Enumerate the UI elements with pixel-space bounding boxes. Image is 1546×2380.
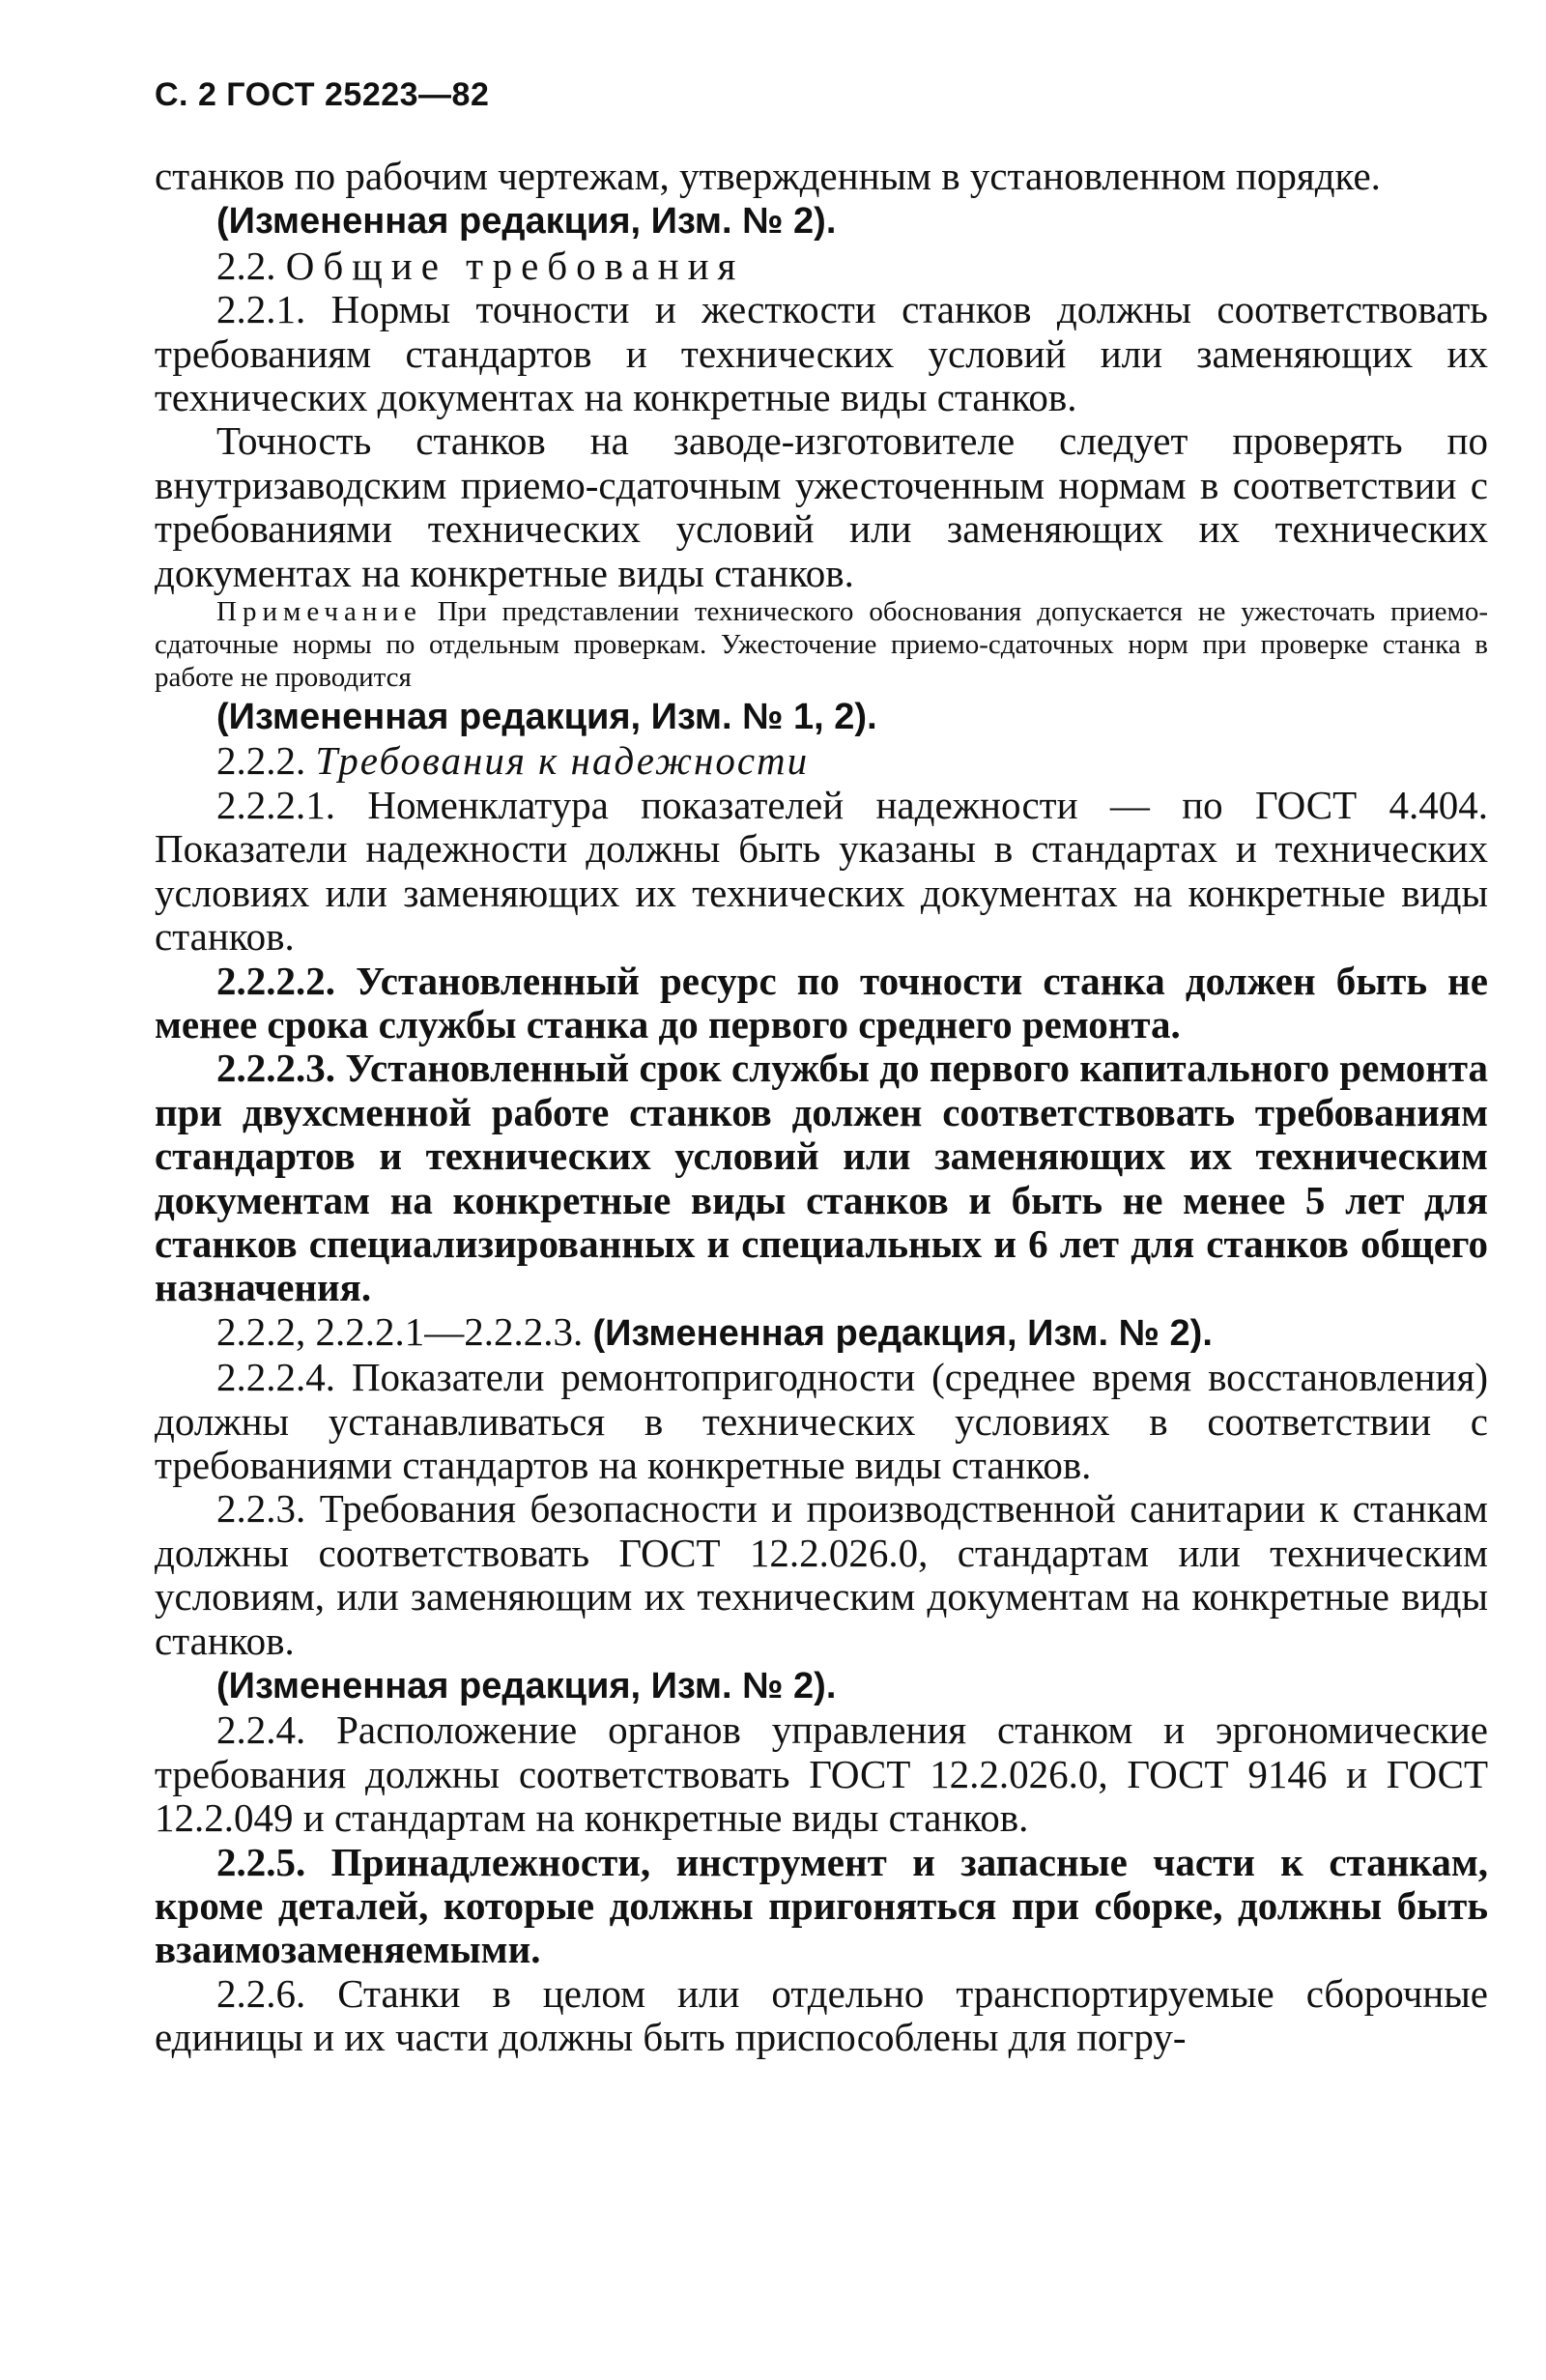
paragraph: 2.2.2.1. Номенклатура показателей надежности — по ГОСТ 4.404. Показатели надежности должны быть указаны в стандартах и технических условиях или заменяющих их технических документах на конкретные виды станков. [155, 782, 1488, 960]
amendment-note: (Измененная редакция, Изм. № 1, 2). [216, 697, 877, 738]
amendment-note: 2.2.2, 2.2.2.1—2.2.2.3. (Измененная редакция, Изм. № 2). [216, 1308, 1213, 1354]
paragraph: 2.2.4. Расположение органов управления станком и эргономические требования должны соответствовать ГОСТ 12.2.026.0, ГОСТ 9146 и ГОСТ 12.2.049 и стандартам на конкретные виды станков. [155, 1707, 1488, 1841]
paragraph: 2.2.2.3. Установленный срок службы до первого капитального ремонта при двухсменной работе станков должен соответствовать требованиям стандартов и технических условий или заменяющих их техническим документам на конкретные виды станков и быть не менее 5 лет для станков специализированных и специальных и 6 лет для станков общего назначения. [155, 1046, 1488, 1310]
paragraph: станков по рабочим чертежам, утвержденным в установленном порядке. [155, 154, 1381, 198]
paragraph: 2.2.3. Требования безопасности и производственной санитарии к станкам должны соответствовать ГОСТ 12.2.026.0, стандартам или техническим условиям, или заменяющим их техническим документам на конкретные виды станков. [155, 1486, 1488, 1663]
page-header: С. 2 ГОСТ 25223—82 [155, 76, 490, 113]
subsection-heading: 2.2.2. Требования к надежности [216, 738, 810, 784]
amendment-note: (Измененная редакция, Изм. № 2). [216, 1666, 837, 1706]
amendment-note: (Измененная редакция, Изм. № 2). [216, 201, 837, 243]
paragraph: 2.2.2.4. Показатели ремонтопригодности (среднее время восстановления) должны устанавливаться в технических условиях в соответствии с требованиями стандартов на конкретные виды станков. [155, 1355, 1488, 1487]
section-heading: 2.2. Общие требования [216, 243, 745, 288]
paragraph: 2.2.6. Станки в целом или отдельно транспортируемые сборочные единицы и их части должны быть приспособлены для погру- [155, 1970, 1488, 2060]
paragraph: 2.2.1. Нормы точности и жесткости станков должны соответствовать требованиям стандартов и технических условий или заменяющих их технических документах на конкретные виды станков. [155, 287, 1488, 420]
paragraph: 2.2.2.2. Установленный ресурс по точности станка должен быть не менее срока службы станка до первого среднего ремонта. [155, 958, 1488, 1047]
paragraph: Точность станков на заводе-изготовителе следует проверять по внутризаводским приемо-сдаточным ужесточенным нормам в соответствии с требованиями технических условий или заменяющих их технических документах на конкретные виды станков. [155, 418, 1488, 595]
footnote: Примечание При представлении технического обоснования допускается не ужесточать приемо-сдаточные нормы по отдельным проверкам. Ужесточение приемо-сдаточных норм при проверке станка в работе не проводится [155, 596, 1488, 694]
paragraph: 2.2.5. Принадлежности, инструмент и запасные части к станкам, кроме деталей, которые должны пригоняться при сборке, должны быть взаимозаменяемыми. [155, 1839, 1488, 1972]
